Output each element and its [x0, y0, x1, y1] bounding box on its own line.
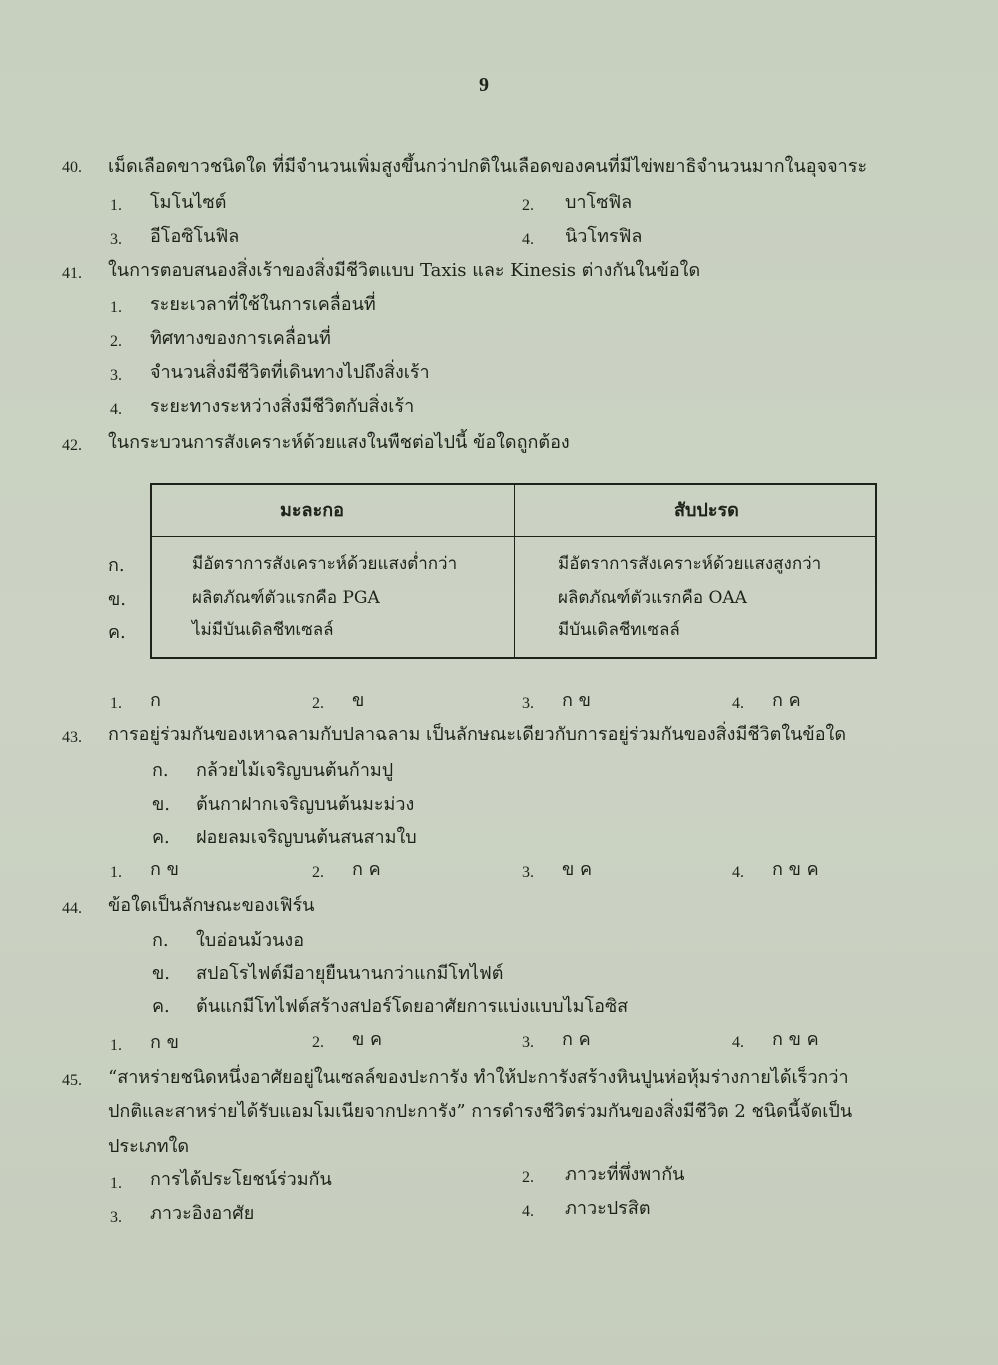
q44-text: ข้อใดเป็นลักษณะของเฟิร์น [108, 895, 315, 916]
q43-ans2-number: 2. [312, 864, 324, 881]
q43-ans4-text: ก ข ค [772, 859, 819, 880]
q42-ans2-number: 2. [312, 695, 324, 712]
q42-ans1-number: 1. [110, 695, 122, 712]
q40-opt2-number: 2. [522, 197, 534, 214]
q41-opt2-number: 2. [110, 333, 122, 350]
q43-item-text: ต้นกาฝากเจริญบนต้นมะม่วง [196, 794, 415, 815]
q43-ans4-number: 4. [732, 864, 744, 881]
table-cell: ผลิตภัณฑ์ตัวแรกคือ OAA [558, 588, 747, 608]
q45-text-line1: “สาหร่ายชนิดหนึ่งอาศัยอยู่ในเซลล์ของปะการัง ทำให้ปะการังสร้างหินปูนห่อหุ้มร่างกายได้เร็วกว่า [108, 1067, 849, 1088]
q40-text: เม็ดเลือดขาวชนิดใด ที่มีจำนวนเพิ่มสูงขึ้นกว่าปกติในเลือดของคนที่มีไข่พยาธิจำนวนมากในอุจจาระ [108, 156, 868, 177]
q41-number: 41. [62, 265, 82, 282]
q40-opt1-text: โมโนไซต์ [150, 192, 227, 213]
q45-text-line3: ประเภทใด [108, 1136, 190, 1157]
q45-opt1-text: การได้ประโยชน์ร่วมกัน [150, 1169, 332, 1190]
q44-item-label: ก. [152, 930, 169, 951]
q43-item-text: ฝอยลมเจริญบนต้นสนสามใบ [196, 827, 417, 848]
q40-opt1-number: 1. [110, 197, 122, 214]
q41-opt3-number: 3. [110, 367, 122, 384]
table-header-pineapple: สับปะรด [674, 500, 739, 521]
q44-ans3-text: ก ค [562, 1029, 591, 1050]
q42-ans2-text: ข [352, 690, 365, 711]
q44-ans2-text: ข ค [352, 1029, 383, 1050]
q43-number: 43. [62, 729, 82, 746]
q43-ans3-number: 3. [522, 864, 534, 881]
q41-opt3-text: จำนวนสิ่งมีชีวิตที่เดินทางไปถึงสิ่งเร้า [150, 362, 430, 383]
q45-opt2-number: 2. [522, 1169, 534, 1186]
q44-item-text: ต้นแกมีโทไฟต์สร้างสปอร์โดยอาศัยการแบ่งแบบไมโอซิส [196, 996, 629, 1017]
table-cell: มีบันเดิลชีทเซลล์ [558, 620, 680, 640]
q40-opt4-text: นิวโทรฟิล [565, 226, 643, 247]
q40-opt3-text: อีโอซิโนฟิล [150, 226, 240, 247]
q42-number: 42. [62, 437, 82, 454]
q43-item-label: ก. [152, 760, 169, 781]
q43-ans2-text: ก ค [352, 859, 381, 880]
table-divider-horizontal [152, 536, 875, 537]
q42-ans4-number: 4. [732, 695, 744, 712]
table-row-label: ก. [108, 555, 125, 576]
q45-opt4-text: ภาวะปรสิต [565, 1198, 651, 1219]
q43-item-text: กล้วยไม้เจริญบนต้นก้ามปู [196, 760, 394, 781]
q44-ans1-number: 1. [110, 1037, 122, 1054]
q45-opt2-text: ภาวะที่พึ่งพากัน [565, 1164, 685, 1185]
q44-item-text: ใบอ่อนม้วนงอ [196, 930, 305, 951]
comparison-table [150, 483, 877, 659]
q44-ans3-number: 3. [522, 1034, 534, 1051]
q41-opt2-text: ทิศทางของการเคลื่อนที่ [150, 328, 331, 349]
page-number: 9 [479, 74, 489, 96]
q44-item-text: สปอโรไฟต์มีอายุยืนนานกว่าแกมีโทไฟต์ [196, 963, 504, 984]
q43-ans1-text: ก ข [150, 859, 179, 880]
q45-opt3-number: 3. [110, 1209, 122, 1226]
q41-opt4-number: 4. [110, 401, 122, 418]
q44-ans4-text: ก ข ค [772, 1029, 819, 1050]
q44-number: 44. [62, 900, 82, 917]
q45-number: 45. [62, 1072, 82, 1089]
q43-item-label: ข. [152, 794, 171, 815]
table-cell: มีอัตราการสังเคราะห์ด้วยแสงต่ำกว่า [192, 554, 458, 574]
table-cell: ไม่มีบันเดิลชีทเซลล์ [192, 620, 334, 640]
q40-opt4-number: 4. [522, 231, 534, 248]
q45-opt4-number: 4. [522, 1203, 534, 1220]
q41-opt4-text: ระยะทางระหว่างสิ่งมีชีวิตกับสิ่งเร้า [150, 396, 415, 417]
q42-ans1-text: ก [150, 690, 161, 711]
table-row-label: ข. [108, 589, 127, 610]
q43-ans1-number: 1. [110, 864, 122, 881]
q40-number: 40. [62, 159, 82, 176]
q45-opt3-text: ภาวะอิงอาศัย [150, 1203, 255, 1224]
q42-ans4-text: ก ค [772, 690, 801, 711]
q41-opt1-number: 1. [110, 299, 122, 316]
q45-text-line2: ปกติและสาหร่ายได้รับแอมโมเนียจากปะการัง” การดำรงชีวิตร่วมกันของสิ่งมีชีวิต 2 ชนิดนี้จัดเป็น [108, 1101, 853, 1122]
table-cell: มีอัตราการสังเคราะห์ด้วยแสงสูงกว่า [558, 554, 822, 574]
q41-text: ในการตอบสนองสิ่งเร้าของสิ่งมีชีวิตแบบ Taxis และ Kinesis ต่างกันในข้อใด [108, 260, 701, 281]
q45-opt1-number: 1. [110, 1175, 122, 1192]
table-divider-vertical [514, 485, 515, 657]
q40-opt2-text: บาโซฟิล [565, 192, 633, 213]
q44-ans2-number: 2. [312, 1034, 324, 1051]
q44-item-label: ข. [152, 963, 171, 984]
q44-ans4-number: 4. [732, 1034, 744, 1051]
q44-item-label: ค. [152, 996, 170, 1017]
table-row-label: ค. [108, 622, 126, 643]
q42-ans3-number: 3. [522, 695, 534, 712]
q40-opt3-number: 3. [110, 231, 122, 248]
table-header-papaya: มะละกอ [280, 500, 344, 521]
q43-item-label: ค. [152, 827, 170, 848]
q43-text: การอยู่ร่วมกันของเหาฉลามกับปลาฉลาม เป็นลักษณะเดียวกับการอยู่ร่วมกันของสิ่งมีชีวิตในข้อใด [108, 724, 847, 745]
q44-ans1-text: ก ข [150, 1032, 179, 1053]
table-cell: ผลิตภัณฑ์ตัวแรกคือ PGA [192, 588, 380, 608]
q43-ans3-text: ข ค [562, 859, 593, 880]
q42-ans3-text: ก ข [562, 690, 591, 711]
q41-opt1-text: ระยะเวลาที่ใช้ในการเคลื่อนที่ [150, 294, 376, 315]
q42-text: ในกระบวนการสังเคราะห์ด้วยแสงในพืชต่อไปนี้ ข้อใดถูกต้อง [108, 432, 570, 453]
